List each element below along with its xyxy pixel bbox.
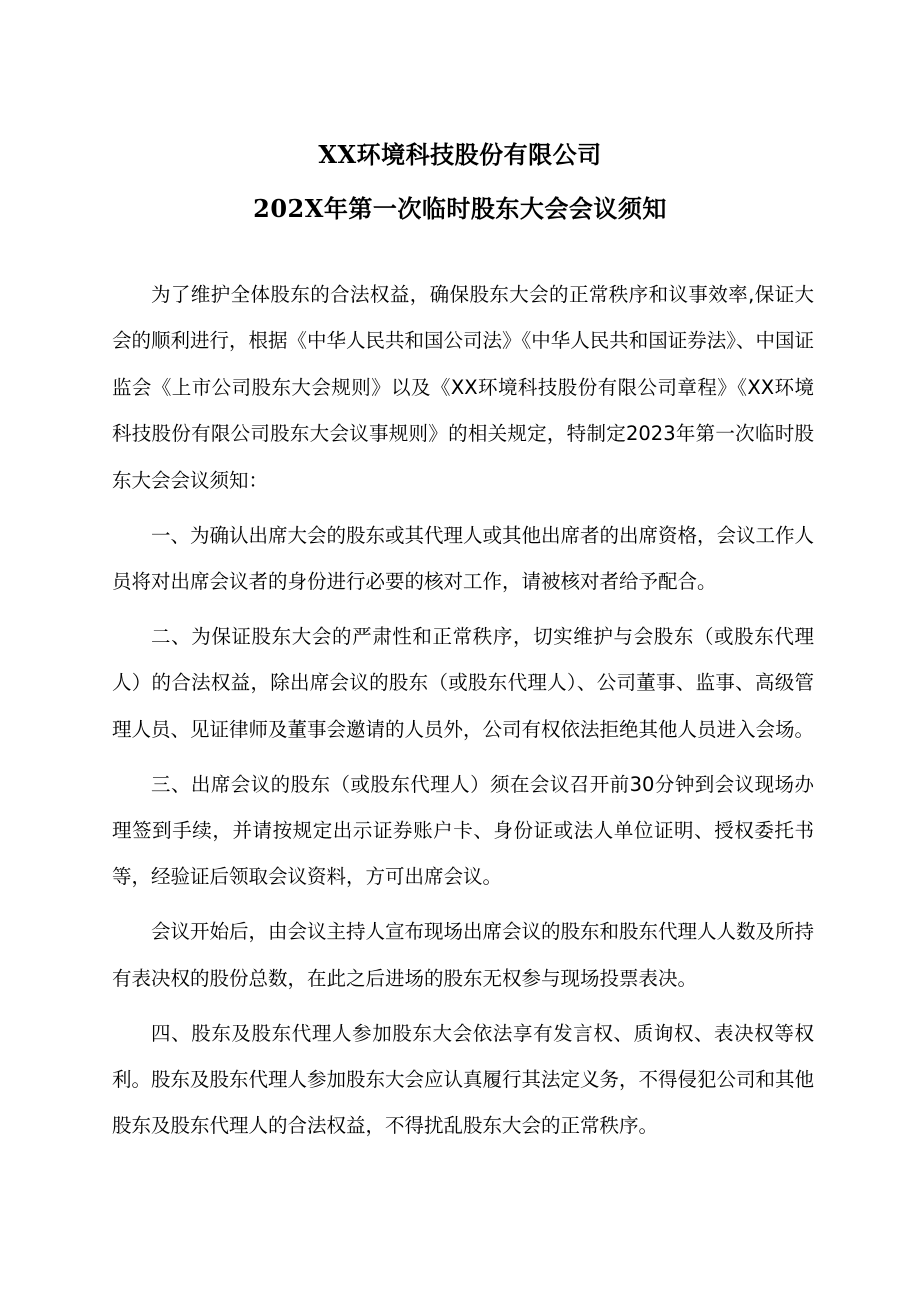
intro-paragraph: 为了维护全体股东的合法权益，确保股东大会的正常秩序和议事效率,保证大会的顺利进行，根据《中华人民共和国公司法》《中华人民共和国证券法》、中国证监会《上市公司股东大会规则》以及《XX环境科技股份有限公司章程》《XX环境科技股份有限公司股东大会议事规则》的相关规定，特制定2023年第一次临时股东大会会议须知： (112, 283, 815, 492)
item-3-continuation-paragraph: 会议开始后，由会议主持人宣布现场出席会议的股东和股东代理人人数及所持有表决权的股份总数，在此之后进场的股东无权参与现场投票表决。 (112, 920, 815, 990)
item-1-paragraph: 一、为确认出席大会的股东或其代理人或其他出席者的出席资格，会议工作人员将对出席会议者的身份进行必要的核对工作，请被核对者给予配合。 (112, 523, 815, 593)
document-body (112, 272, 814, 1158)
item-2-paragraph: 二、为保证股东大会的严肃性和正常秩序，切实维护与会股东（或股东代理人）的合法权益，除出席会议的股东（或股东代理人）、公司董事、监事、高级管理人员、见证律师及董事会邀请的人员外，公司有权依法拒绝其他人员进入会场。 (112, 624, 815, 741)
document-title (0, 128, 920, 236)
meeting-notice-title: 202X年第一次临时股东大会会议须知 (253, 194, 667, 223)
item-4-paragraph: 四、股东及股东代理人参加股东大会依法享有发言权、质询权、表决权等权利。股东及股东代理人参加股东大会应认真履行其法定义务，不得侵犯公司和其他股东及股东代理人的合法权益，不得扰乱股东大会的正常秩序。 (112, 1021, 815, 1138)
item-3-paragraph: 三、出席会议的股东（或股东代理人）须在会议召开前30分钟到会议现场办理签到手续，并请按规定出示证券账户卡、身份证或法人单位证明、授权委托书等，经验证后领取会议资料，方可出席会议。 (112, 772, 814, 889)
company-title: XX环境科技股份有限公司 (318, 140, 602, 169)
